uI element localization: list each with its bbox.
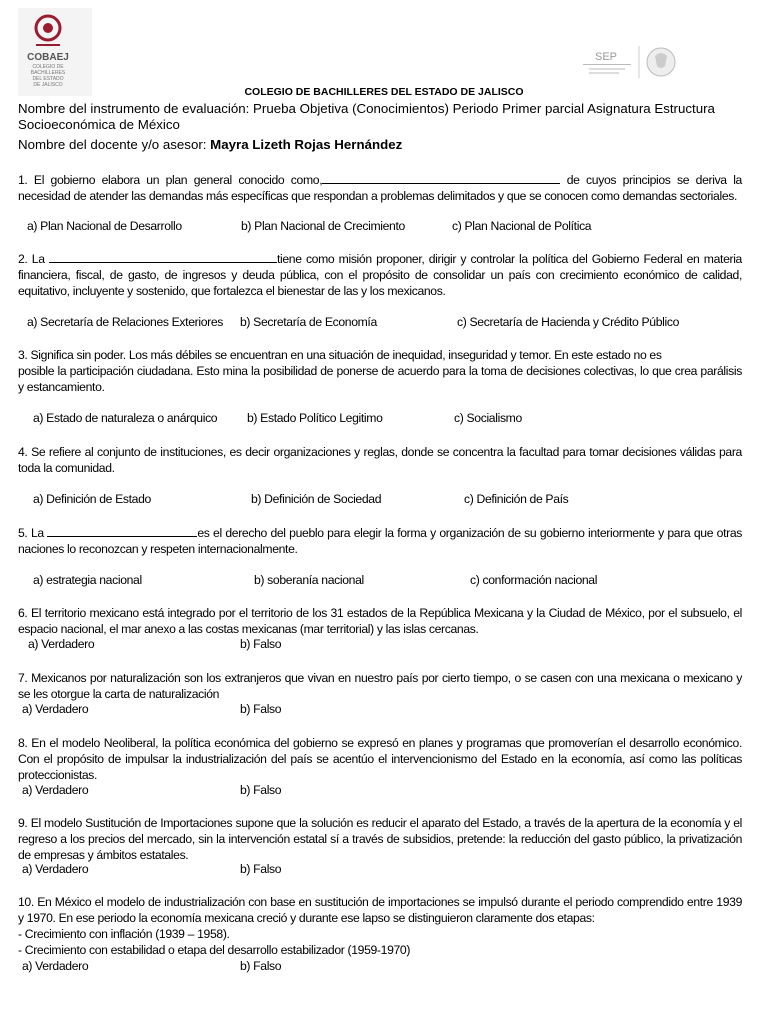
question-10-bullet-1: - Crecimiento con inflación (1939 – 1958). (18, 927, 230, 941)
question-4: 4. Se refiere al conjunto de instituciones, es decir organizaciones y reglas, donde se concentra la facultad para tomar decisiones válidas para toda la comunidad. (18, 445, 742, 475)
q1-option-b: b) Plan Nacional de Crecimiento (241, 219, 405, 233)
cobaej-logo-sub-2: BACHILLERES (30, 70, 66, 76)
cobaej-logo-text: COBAEJ (27, 52, 69, 63)
question-10-bullet-2: - Crecimiento con estabilidad o etapa del desarrollo estabilizador (1959-1970) (18, 943, 411, 957)
cobaej-logo (18, 8, 92, 96)
cobaej-logo-sub-3: DEL ESTADO (32, 76, 64, 82)
sep-logo-text: SEP (595, 51, 618, 63)
question-3-line-1: 3. Significa sin poder. Los más débiles se encuentran en una situación de inequidad, inseguridad y temor. En este estado no es (18, 348, 662, 362)
q4-option-b: b) Definición de Sociedad (251, 492, 382, 506)
answer-blank (322, 172, 560, 184)
question-2-text-post: tiene como misión proponer, dirigir y controlar la política del Gobierno Federal en materia financiera, fiscal, de gasto, de ingresos y deuda pública, con el propósito de consolidar un país con crecimiento económico de calidad, equitativo, incluyente y sostenido, que fortalezca el bienestar de las y los mexicanos. (18, 252, 742, 298)
q2-option-b: b) Secretaría de Economía (240, 315, 377, 329)
teacher-label: Nombre del docente y/o asesor: (18, 137, 211, 152)
teacher-name: Mayra Lizeth Rojas Hernández (210, 137, 403, 152)
q7-option-b: b) Falso (240, 702, 282, 716)
question-1-text-post: de cuyos principios se deriva la necesidad de atender las demandas más específicas que respondan a problemas delimitados y que se conocen como demandas sectoriales. (18, 173, 742, 203)
q3-option-c: c) Socialismo (454, 411, 522, 425)
teacher-line (18, 137, 748, 153)
q1-option-c: c) Plan Nacional de Política (452, 219, 592, 233)
q3-option-b: b) Estado Político Legitimo (247, 411, 383, 425)
question-5-text-pre: 5. La (18, 526, 48, 540)
q9-option-b: b) Falso (240, 862, 282, 876)
q10-option-a: a) Verdadero (22, 959, 89, 973)
question-6: 6. El territorio mexicano está integrado por el territorio de los 31 estados de la República Mexicana y la Ciudad de México, por el subsuelo, el espacio nacional, el mar anexo a las costas mexicanas (mar territorial) y las islas cercanas. (18, 606, 742, 636)
question-7: 7. Mexicanos por naturalización son los extranjeros que vivan en nuestro país por cierto tiempo, o se casen con una mexicana o mexicano y se les otorgue la carta de naturalización (18, 671, 742, 701)
question-10: 10. En México el modelo de industrialización con base en sustitución de importaciones se impulsó durante el periodo comprendido entre 1939 y 1970. En ese periodo la economía mexicana creció y durante ese lapso se distinguieron claramente dos etapas: (18, 895, 742, 925)
question-1 (18, 172, 742, 204)
instrument-line: Nombre del instrumento de evaluación: Prueba Objetiva (Conocimientos) Periodo Primer parcial Asignatura Estructura Socioeconómica de México (18, 101, 715, 132)
q2-option-c: c) Secretaría de Hacienda y Crédito Público (457, 315, 680, 329)
q4-option-c: c) Definición de País (464, 492, 569, 506)
sep-logo (575, 42, 687, 82)
question-1-text-pre: 1. El gobierno elabora un plan general conocido como, (18, 173, 323, 187)
q2-option-a: a) Secretaría de Relaciones Exteriores (27, 315, 224, 329)
q3-option-a: a) Estado de naturaleza o anárquico (33, 411, 218, 425)
question-9: 9. El modelo Sustitución de Importaciones supone que la solución es reducir el aparato del Estado, a través de la apertura de la economía y el regreso a los precios del mercado, sin la intervención estatal sí a través de subsidios, pretende: la reducción del gasto público, la privatización de empresas y ámbitos estatales. (18, 816, 742, 862)
q8-option-a: a) Verdadero (22, 783, 89, 797)
question-8: 8. En el modelo Neoliberal, la política económica del gobierno se expresó en planes y programas que promoverían el desarrollo económico. Con el propósito de impulsar la industrialización del país se acentúo el intervencionismo del Estado en la economía, así como las políticas proteccionistas. (18, 736, 742, 782)
question-3-line-rest: posible la participación ciudadana. Esto mina la posibilidad de ponerse de acuerdo para la toma de decisiones colectivas, lo que crea parálisis y estancamiento. (18, 364, 742, 394)
q9-option-a: a) Verdadero (22, 862, 89, 876)
q7-option-a: a) Verdadero (22, 702, 89, 716)
q5-option-c: c) conformación nacional (470, 573, 598, 587)
cobaej-logo-sub-1: COLEGIO DE (32, 64, 64, 70)
q5-option-b: b) soberanía nacional (254, 573, 364, 587)
q8-option-b: b) Falso (240, 783, 282, 797)
q4-option-a: a) Definición de Estado (33, 492, 151, 506)
q6-option-b: b) Falso (240, 637, 282, 651)
institution-title: COLEGIO DE BACHILLERES DEL ESTADO DE JALISCO (244, 86, 524, 98)
question-5 (18, 525, 742, 557)
q10-option-b: b) Falso (240, 959, 282, 973)
q5-option-a: a) estrategia nacional (33, 573, 142, 587)
cobaej-logo-sub-4: DE JALISCO (33, 82, 63, 88)
question-2-text-pre: 2. La (18, 252, 49, 266)
answer-blank (49, 251, 277, 263)
q1-option-a: a) Plan Nacional de Desarrollo (27, 219, 182, 233)
question-2 (18, 251, 742, 299)
q6-option-a: a) Verdadero (28, 637, 95, 651)
answer-blank (47, 525, 197, 537)
question-5-text-post: es el derecho del pueblo para elegir la forma y organización de su gobierno interiormente y para que otras naciones lo reconozcan y respeten internacionalmente. (18, 526, 742, 556)
